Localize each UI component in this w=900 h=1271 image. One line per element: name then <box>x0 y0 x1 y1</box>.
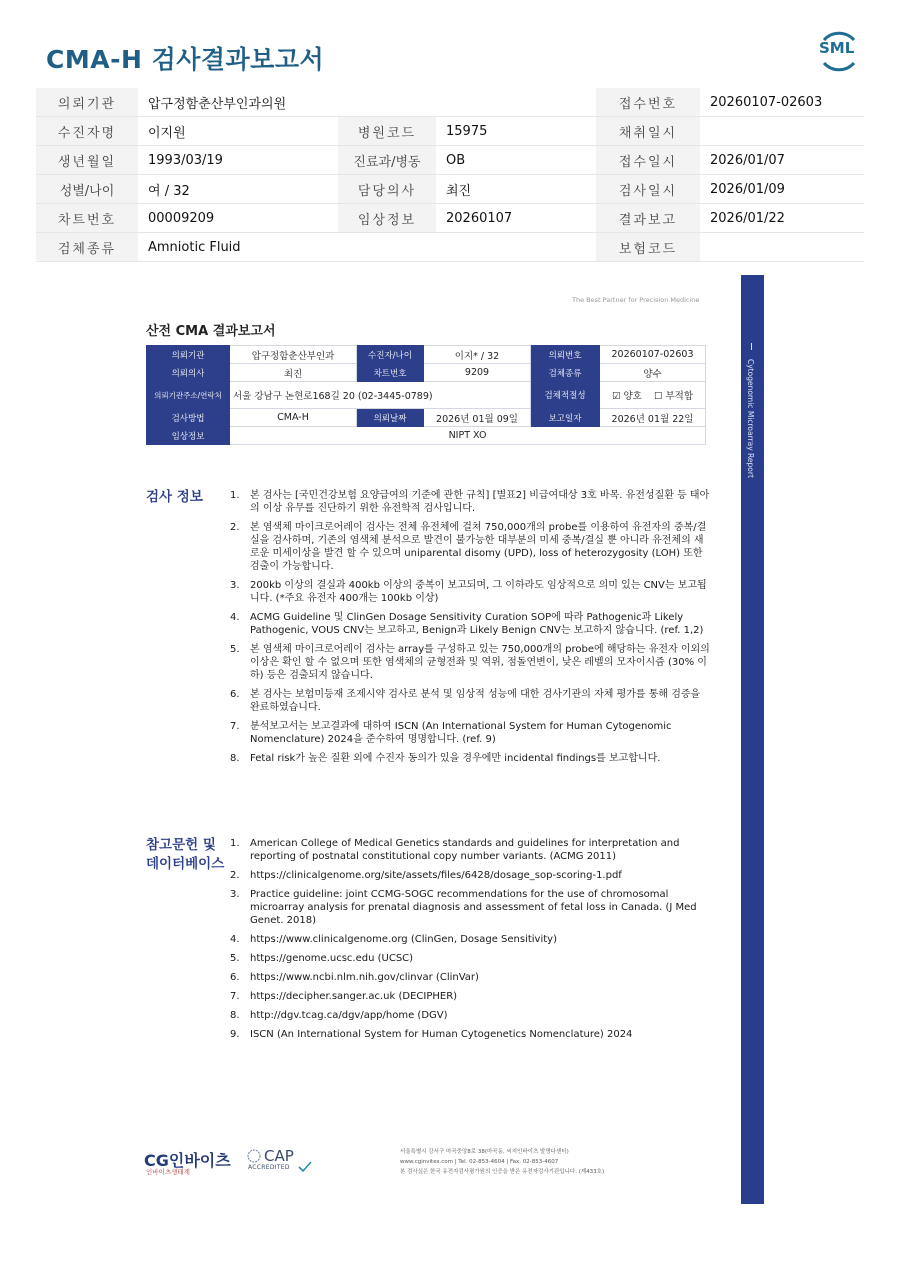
checkbox-inadequate: ☐ 부적합 <box>653 391 694 402</box>
report-subtitle: 산전 CMA 결과보고서 <box>146 324 276 339</box>
specimen-adequacy-options <box>600 382 706 409</box>
label-requesting-institution: 의뢰기관 <box>36 88 138 117</box>
header-row <box>36 146 864 175</box>
cell-label: 검체적절성 <box>531 382 600 409</box>
value-receipt-date: 2026/01/07 <box>700 146 864 175</box>
cell-label: 검체종류 <box>531 364 600 382</box>
list-item: 8. Fetal risk가 높은 질환 외에 수진자 동의가 있을 경우에만 incidental findings를 보고합니다. <box>230 753 661 764</box>
cell-value: 이지* / 32 <box>424 346 531 364</box>
sml-logo <box>816 30 862 74</box>
patient-header-table <box>36 88 864 262</box>
cap-seal-icon <box>246 1148 262 1164</box>
value-sex-age: 여 / 32 <box>138 175 338 204</box>
summary-row <box>147 364 706 382</box>
label-doctor: 담당의사 <box>338 175 436 204</box>
label-result-report: 결과보고 <box>596 204 700 233</box>
label-receipt-date: 접수일시 <box>596 146 700 175</box>
cell-label: 임상정보 <box>147 427 230 445</box>
cell-label: 수진자/나이 <box>357 346 424 364</box>
value-patient-name: 이지원 <box>138 117 338 146</box>
logo-text: SML <box>819 39 855 57</box>
label-hospital-code: 병원코드 <box>338 117 436 146</box>
summary-row <box>147 427 706 445</box>
list-item: 7. https://decipher.sanger.ac.uk (DECIPHER) <box>230 991 458 1002</box>
header-row <box>36 88 864 117</box>
cell-value: 2026년 01월 22일 <box>600 409 706 427</box>
list-item: 3. Practice guideline: joint CCMG-SOGC recommendations for the use of chromosomal microarray analysis for prenatal diagnosis and assessment of fetal loss in Canada. (J Med Genet. 2018) <box>230 889 697 926</box>
label-receipt-number: 접수번호 <box>596 88 700 117</box>
cell-label: 차트번호 <box>357 364 424 382</box>
list-item: 5. 본 염색체 마이크로어레이 검사는 array를 구성하고 있는 750,000개의 probe에 해당하는 유전자 이외의 이상은 확인 할 수 없으며 또한 염색체의 균형전좌 및 역위, 점돌연변이, 낮은 레벨의 모자이시즘 (30% 이하) 등은 검출되지 않습니다. <box>230 644 710 681</box>
header-row <box>36 117 864 146</box>
value-collection-date <box>700 117 864 146</box>
value-receipt-number: 20260107-02603 <box>700 88 864 117</box>
cell-value: 9209 <box>424 364 531 382</box>
cell-label: 의뢰날짜 <box>357 409 424 427</box>
list-item: 8. http://dgv.tcag.ca/dgv/app/home (DGV) <box>230 1010 448 1021</box>
value-requesting-institution: 압구정함춘산부인과의원 <box>138 88 596 117</box>
summary-row <box>147 409 706 427</box>
list-item: 1. 본 검사는 [국민건강보험 요양급여의 기준에 관한 규칙] [별표2] 비급여대상 3호 바목. 유전성질환 등 태아의 이상 유무를 진단하기 위한 유전학적 검사입니다. <box>230 490 710 514</box>
list-item: 6. https://www.ncbi.nlm.nih.gov/clinvar (ClinVar) <box>230 972 479 983</box>
list-item: 1. American College of Medical Genetics standards and guidelines for interpretation and reporting of postnatal constitutional copy number variants. (ACMG 2011) <box>230 838 680 862</box>
cell-label: 검사방법 <box>147 409 230 427</box>
sidebar-text: Cytogenomic Microarray Report <box>746 359 755 478</box>
references-list <box>230 837 710 1047</box>
label-test-date: 검사일시 <box>596 175 700 204</box>
cginvites-logo-sub: 인바이츠생태계 <box>146 1168 190 1176</box>
cell-label: 보고일자 <box>531 409 600 427</box>
cell-value: 양수 <box>600 364 706 382</box>
value-test-date: 2026/01/09 <box>700 175 864 204</box>
report-summary-table <box>146 345 706 445</box>
page-title: CMA-H 검사결과보고서 <box>46 45 325 74</box>
list-item: 6. 본 검사는 보험미등재 조제시약 검사로 분석 및 임상적 성능에 대한 검사기관의 자체 평가를 통해 검증을 완료하였습니다. <box>230 689 701 713</box>
list-item: 7. 분석보고서는 보고결과에 대하여 ISCN (An International System for Human Cytogenomic Nomenclature) 2024을 준수하여 명명합니다. (ref. 9) <box>230 721 672 745</box>
cell-label: 의뢰의사 <box>147 364 230 382</box>
value-chart-number: 00009209 <box>138 204 338 233</box>
value-birth-date: 1993/03/19 <box>138 146 338 175</box>
label-birth-date: 생년월일 <box>36 146 138 175</box>
list-item: 9. ISCN (An International System for Human Cytogenetics Nomenclature) 2024 <box>230 1029 633 1040</box>
value-result-report: 2026/01/22 <box>700 204 864 233</box>
references-section-title: 참고문헌 및 데이터베이스 <box>146 837 225 872</box>
cell-value: 20260107-02603 <box>600 346 706 364</box>
label-collection-date: 채취일시 <box>596 117 700 146</box>
value-insurance-code <box>700 233 864 262</box>
checkbox-adequate: ☑ 양호 <box>611 391 642 402</box>
cell-value: 최진 <box>230 364 357 382</box>
cell-label: 의뢰기관주소/연락처 <box>147 382 230 409</box>
cell-value: NIPT XO <box>230 427 706 445</box>
label-clinical-info: 임상정보 <box>338 204 436 233</box>
header-row <box>36 204 864 233</box>
list-item: 3. 200kb 이상의 결실과 400kb 이상의 중복이 보고되며, 그 이하라도 임상적으로 의미 있는 CNV는 보고됩니다. (*주요 유전자 400개는 100kb 이상) <box>230 580 707 604</box>
sidebar-marker <box>751 343 752 350</box>
cell-value: 2026년 01월 09일 <box>424 409 531 427</box>
footer-address: 서울특별시 강서구 마곡중앙8로 38(마곡동, 씨지인바이츠 발명다센터) www.cginvites.com | Tel. 02-853-4604 | Fax. 02-853-4607 본 검사실은 한국 유전자검사평가원의 인증을 받은 유전자검사기관입니다. (제433호) <box>400 1149 605 1175</box>
label-insurance-code: 보험코드 <box>596 233 700 262</box>
cell-value: 서울 강남구 논현로168길 20 (02-3445-0789) <box>230 382 531 409</box>
label-sex-age: 성별/나이 <box>36 175 138 204</box>
list-item: 4. https://www.clinicalgenome.org (ClinGen, Dosage Sensitivity) <box>230 934 557 945</box>
tagline: The Best Partner for Precision Medicine <box>572 296 700 304</box>
list-item: 4. ACMG Guideline 및 ClinGen Dosage Sensitivity Curation SOP에 따라 Pathogenic과 Likely Pathogenic, VOUS CNV는 보고하고, Benign과 Likely Benign CNV는 보고하지 않습니다. (ref. 1,2) <box>230 612 704 636</box>
label-patient-name: 수진자명 <box>36 117 138 146</box>
header-row <box>36 233 864 262</box>
value-hospital-code: 15975 <box>436 117 596 146</box>
label-chart-number: 차트번호 <box>36 204 138 233</box>
checkmark-icon <box>298 1161 312 1173</box>
label-department: 진료과/병동 <box>338 146 436 175</box>
cap-accredited-logo: CAP ACCREDITED <box>246 1147 316 1177</box>
cell-value: 압구정함춘산부인과 <box>230 346 357 364</box>
summary-row <box>147 346 706 364</box>
list-item: 5. https://genome.ucsc.edu (UCSC) <box>230 953 414 964</box>
cell-label: 의뢰기관 <box>147 346 230 364</box>
value-clinical-info: 20260107 <box>436 204 596 233</box>
info-section-title: 검사 정보 <box>146 489 203 505</box>
cell-value: CMA-H <box>230 409 357 427</box>
label-specimen-type: 검체종류 <box>36 233 138 262</box>
header-row <box>36 175 864 204</box>
cell-label: 의뢰번호 <box>531 346 600 364</box>
value-department: OB <box>436 146 596 175</box>
list-item: 2. 본 염색체 마이크로어레이 검사는 전체 유전체에 걸쳐 750,000개의 probe를 이용하여 유전자의 중복/결실을 검사하며, 기존의 염색체 분석으로 발견이 불가능한 대부분의 미세 중복/결실 뿐 아니라 유전체의 새로운 미세이상을 발견 할 수 있으며 uniparental disomy (UPD), loss of heterozygosity (LOH) 또한 검출이 가능합니다. <box>230 522 707 572</box>
summary-row <box>147 382 706 409</box>
report-sidebar <box>741 275 764 1204</box>
value-doctor: 최진 <box>436 175 596 204</box>
value-specimen-type: Amniotic Fluid <box>138 233 596 262</box>
info-list <box>230 489 710 771</box>
cginvites-logo: CG인바이츠 <box>144 1151 231 1170</box>
list-item: 2. https://clinicalgenome.org/site/assets/files/6428/dosage_sop-scoring-1.pdf <box>230 870 622 881</box>
